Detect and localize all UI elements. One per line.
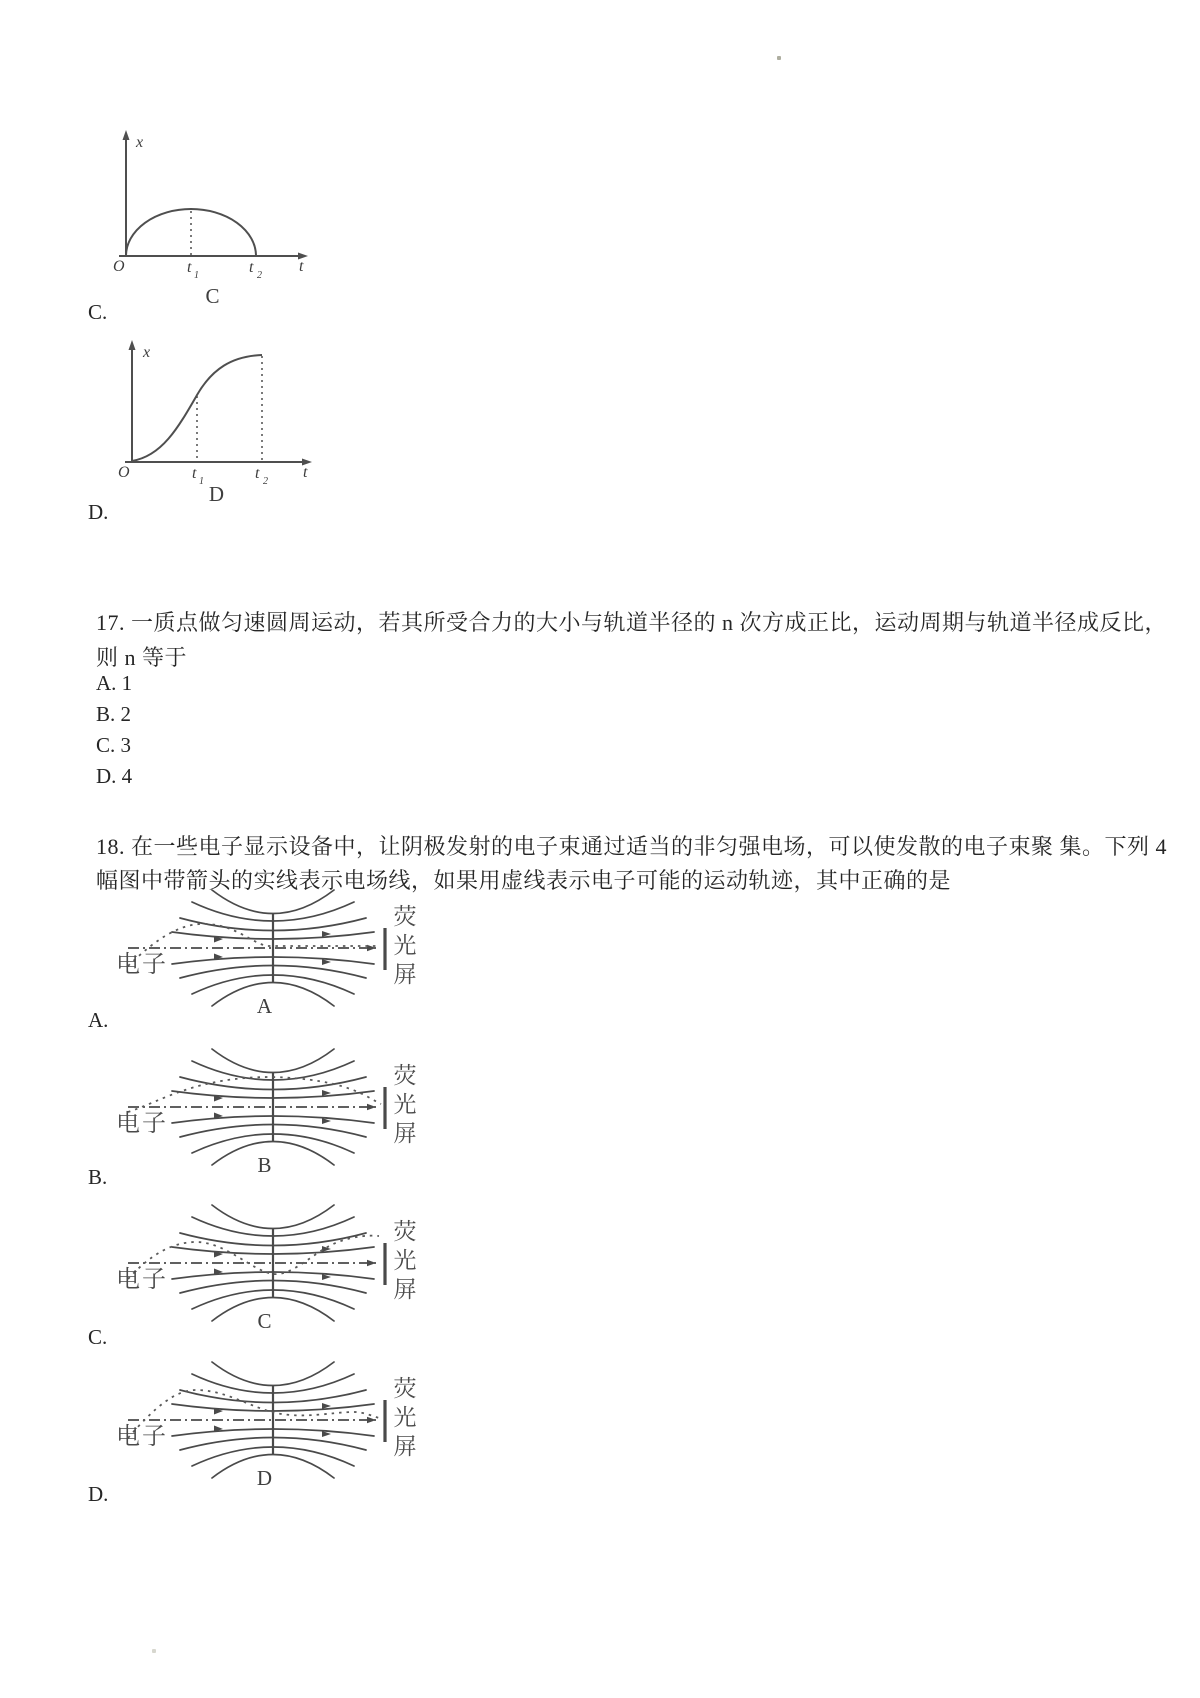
graph-d-ylabel: x (143, 344, 151, 361)
electron-source-label: 电子 (116, 952, 168, 978)
graph-c-t1-sub: 1 (194, 270, 199, 281)
electron-source-label: 电子 (116, 1424, 168, 1450)
field-diagram-d-caption: D (256, 1466, 274, 1490)
graph-c-ylabel: x (136, 134, 144, 151)
graph-c-t2: t (249, 259, 254, 276)
electron-source-label: 电子 (116, 1111, 168, 1137)
scan-speck (152, 1649, 156, 1653)
q17-option-a: A. 1 (96, 671, 133, 695)
fluorescent-screen-label: 荧光屏 (393, 1219, 417, 1302)
graph-c-t1: t (187, 259, 192, 276)
q18-text-line2: 幅图中带箭头的实线表示电场线，如果用虚线表示电子可能的运动轨迹，其中正确的是 (96, 868, 952, 893)
q18-option-a-letter: A. (88, 1008, 109, 1032)
fluorescent-screen-label: 荧光屏 (393, 1063, 417, 1146)
graph-d-dotted-lines (197, 356, 262, 461)
option-c-letter: C. (88, 300, 108, 324)
q17-option-d: D. 4 (96, 764, 133, 788)
q18-option-b-letter: B. (88, 1165, 108, 1189)
field-diagram-b (100, 1039, 445, 1189)
graph-c-axes (119, 136, 302, 256)
q17-option-b: B. 2 (96, 702, 132, 726)
graph-d-figure (112, 336, 322, 494)
graph-d-t2-sub: 2 (263, 476, 268, 487)
field-diagram-d (100, 1352, 445, 1502)
graph-d-caption: D (208, 482, 226, 506)
field-diagram-b-caption: B (257, 1153, 273, 1177)
electron-source-label: 电子 (116, 1267, 168, 1293)
graph-d-axis-arrows (129, 340, 313, 466)
option-d-letter: D. (88, 500, 109, 524)
graph-c-t2-sub: 2 (257, 270, 262, 281)
q18-text-line1: 18. 在一些电子显示设备中，让阴极发射的电子束通过适当的非匀强电场，可以使发散的电子束聚 集。下列 4 (96, 834, 1168, 859)
field-diagram-c-caption: C (257, 1309, 273, 1333)
graph-c-origin: O (113, 258, 125, 275)
q17-text-line2: 则 n 等于 (96, 645, 188, 670)
field-diagram-a (100, 880, 445, 1030)
graph-c-xlabel: t (299, 258, 304, 275)
field-diagram-a-caption: A (256, 994, 274, 1018)
graph-d-t2: t (255, 465, 260, 482)
graph-c-axis-arrows (123, 130, 309, 260)
graph-c-caption: C (205, 284, 221, 308)
q17-text-line1: 17. 一质点做匀速圆周运动，若其所受合力的大小与轨道半径的 n 次方成正比，运动周期与轨道半径成反比， (96, 610, 1168, 635)
graph-d-axes (125, 346, 306, 462)
scan-speck (777, 56, 781, 60)
graph-d-origin: O (118, 464, 130, 481)
graph-d-t1-sub: 1 (199, 476, 204, 487)
graph-d-xlabel: t (303, 464, 308, 481)
field-diagram-c (100, 1195, 445, 1345)
fluorescent-screen-label: 荧光屏 (393, 1376, 417, 1459)
graph-c-figure (108, 126, 318, 288)
q18-option-c-letter: C. (88, 1325, 108, 1349)
q18-option-d-letter: D. (88, 1482, 109, 1506)
fluorescent-screen-label: 荧光屏 (393, 904, 417, 987)
q17-option-c: C. 3 (96, 733, 132, 757)
graph-d-t1: t (192, 465, 197, 482)
